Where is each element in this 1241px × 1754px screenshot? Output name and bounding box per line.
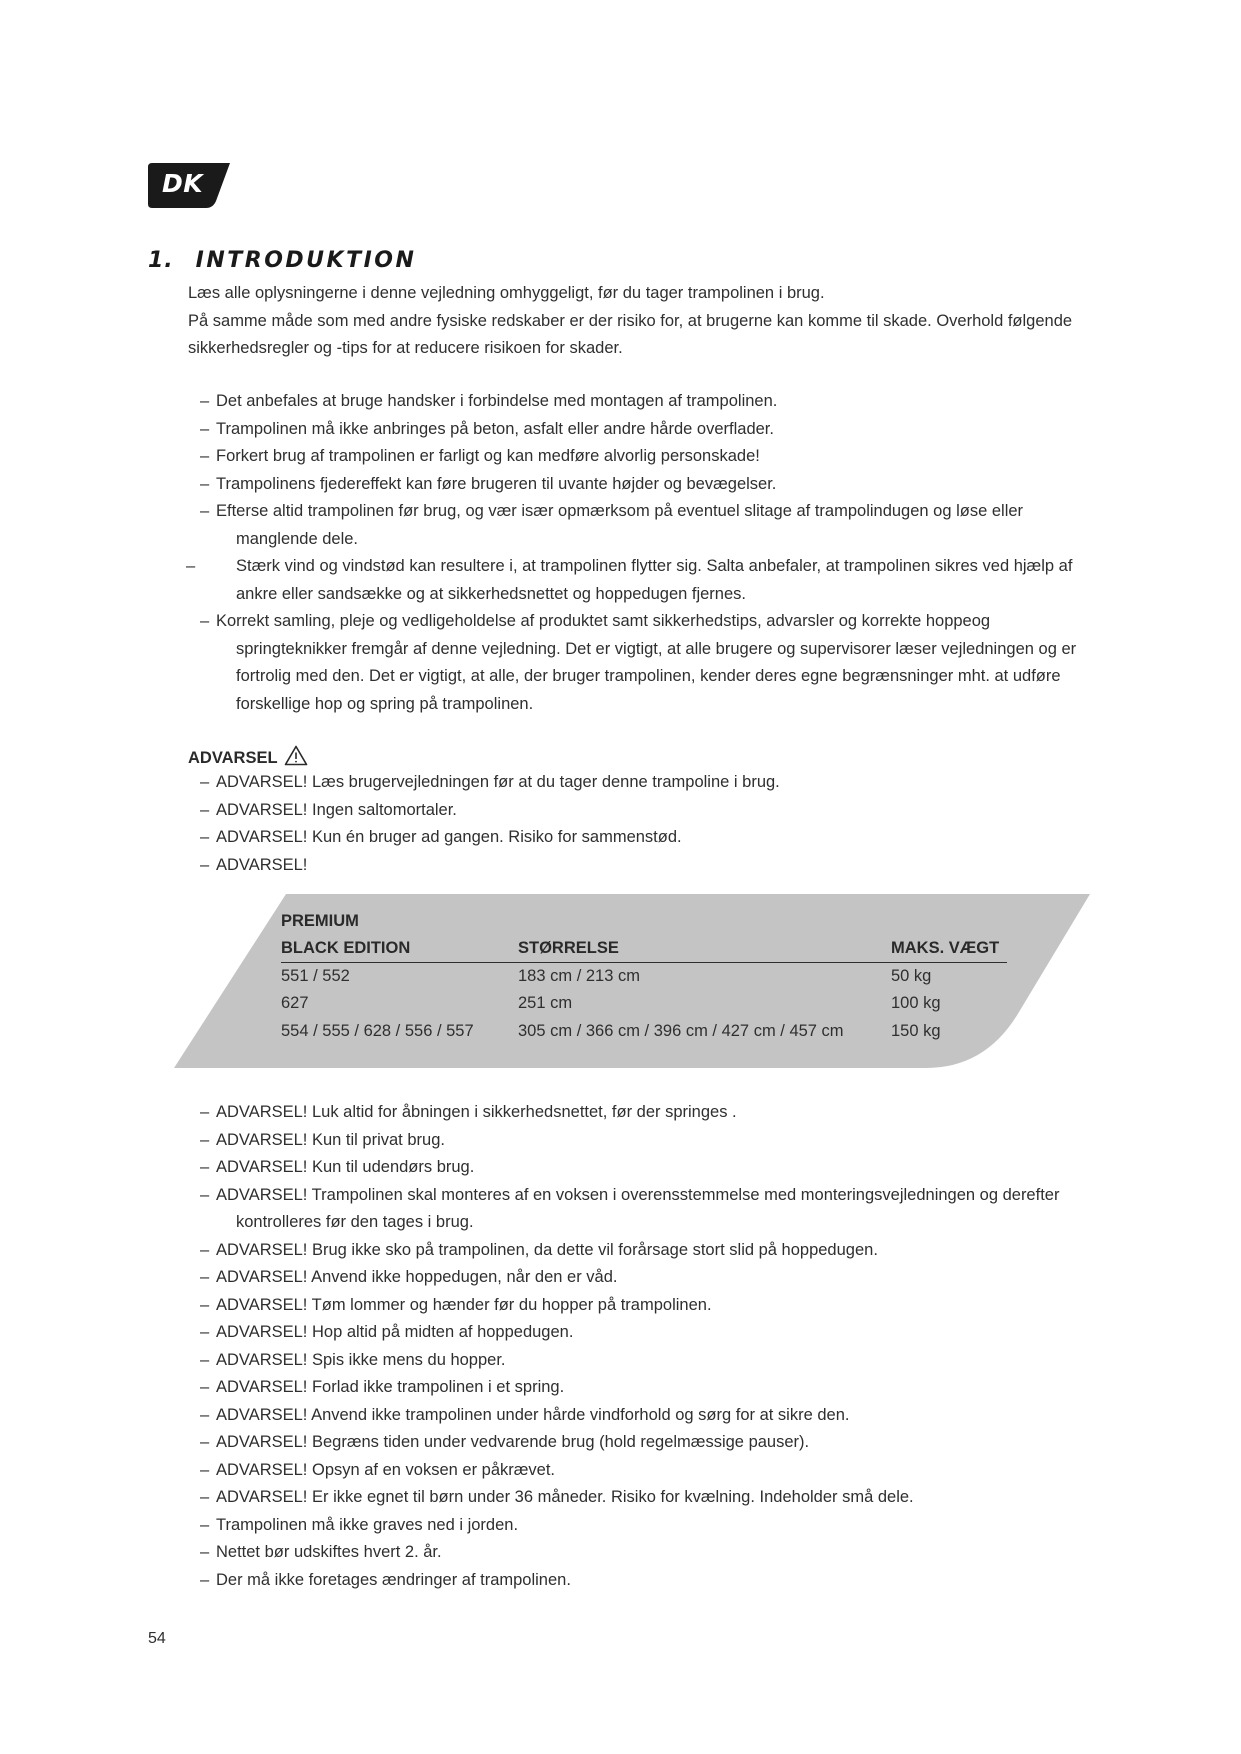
warning-heading: [188, 745, 308, 768]
table-cell-model: 554 / 555 / 628 / 556 / 557: [281, 1022, 474, 1040]
list-item: [200, 1429, 1059, 1457]
size-header: STØRRELSE: [518, 939, 619, 957]
list-item: [200, 1237, 1059, 1265]
list-item-text: kontrolleres før den tages i brug.: [236, 1213, 474, 1231]
list-item: [200, 824, 780, 852]
list-item-text: springteknikker fremgår af denne vejledning. Det er vigtigt, at alle brugere og supervisorer læser vejledningen og er: [236, 639, 1077, 658]
list-dash: –: [200, 1543, 210, 1561]
list-dash: –: [200, 447, 210, 465]
intro-line: sikkerhedsregler og -tips for at reducere risikoen for skader.: [188, 339, 623, 357]
list-item-text: fortrolig med den. Det er vigtigt, at alle, der bruger trampolinen, kender deres egne begrænsninger mht. at udføre: [236, 667, 1061, 685]
list-item: [200, 1182, 1059, 1237]
list-item-text: ADVARSEL! Spis ikke mens du hopper.: [216, 1350, 506, 1369]
list-item: [200, 498, 1076, 553]
language-badge: [148, 163, 230, 208]
list-item: [200, 1402, 1059, 1430]
list-item: [200, 1539, 1059, 1567]
list-item-text: ADVARSEL! Er ikke egnet til børn under 36 måneder. Risiko for kvælning. Indeholder små dele.: [216, 1488, 914, 1506]
list-dash: –: [200, 800, 210, 819]
list-item-text: ADVARSEL! Kun til udendørs brug.: [216, 1158, 475, 1176]
list-item-text: manglende dele.: [236, 529, 359, 548]
list-dash: –: [200, 773, 210, 791]
model-header-premium: PREMIUM: [281, 912, 359, 930]
list-dash: –: [200, 1488, 210, 1506]
list-dash: –: [200, 392, 210, 410]
list-item-text: ADVARSEL! Kun én bruger ad gangen. Risiko for sammenstød.: [216, 828, 682, 846]
list-item: [200, 1484, 1059, 1512]
list-item-text: Trampolinen må ikke graves ned i jorden.: [216, 1515, 519, 1534]
list-dash: –: [200, 855, 210, 874]
list-item-text: ADVARSEL! Ingen saltomortaler.: [216, 800, 457, 819]
list-item-text: ADVARSEL! Begræns tiden under vedvarende brug (hold regelmæssige pauser).: [216, 1433, 810, 1451]
list-dash: –: [200, 1268, 210, 1286]
table-cell-size: 183 cm / 213 cm: [518, 967, 640, 985]
list-dash: –: [200, 1460, 210, 1479]
table-cell-model: 551 / 552: [281, 967, 350, 985]
list-item: [200, 1264, 1059, 1292]
intro-line: Læs alle oplysningerne i denne vejledning omhyggeligt, før du tager trampolinen i brug.: [188, 284, 825, 302]
section-heading: [148, 248, 416, 273]
list-item: [200, 471, 1076, 499]
list-item-text: ADVARSEL! Luk altid for åbningen i sikkerhedsnettet, før der springes .: [216, 1103, 737, 1121]
table-cell-size: 251 cm: [518, 994, 573, 1012]
list-item: [200, 797, 780, 825]
list-dash: –: [200, 1433, 210, 1451]
list-item: [200, 388, 1076, 416]
list-dash: –: [200, 1158, 210, 1176]
list-item: [200, 1319, 1059, 1347]
table-cell-weight: 50 kg: [891, 967, 932, 985]
safety-list: [186, 388, 1077, 718]
list-item-text: ADVARSEL! Hop altid på midten af hoppedugen.: [216, 1323, 574, 1341]
list-item-text: ADVARSEL! Tøm lommer og hænder før du hopper på trampolinen.: [216, 1295, 712, 1314]
list-dash: –: [200, 1378, 210, 1396]
list-item: [200, 1512, 1059, 1540]
list-item-text: Efterse altid trampolinen før brug, og vær især opmærksom på eventuel slitage af trampolindugen og løse eller: [216, 502, 1024, 520]
list-item-text: Det anbefales at bruge handsker i forbindelse med montagen af trampolinen.: [216, 392, 778, 410]
warning-triangle-icon: [284, 745, 308, 766]
list-dash: –: [200, 1570, 210, 1589]
list-dash: –: [200, 1240, 210, 1259]
page-number: 54: [148, 1630, 166, 1647]
list-dash: –: [186, 557, 196, 575]
list-item-text: ADVARSEL! Forlad ikke trampolinen i et spring.: [216, 1378, 565, 1396]
table-cell-weight: 100 kg: [891, 994, 941, 1012]
list-item: [186, 553, 1076, 608]
list-dash: –: [200, 502, 210, 520]
intro-line: På samme måde som med andre fysiske redskaber er der risiko for, at brugerne kan komme til skade. Overhold følgende: [188, 311, 1073, 330]
list-item: [200, 1457, 1059, 1485]
list-item: [200, 1154, 1059, 1182]
list-item-text: ankre eller sandsække og at sikkerhedsnettet og hoppedugen fjernes.: [236, 584, 746, 603]
list-item: [200, 1374, 1059, 1402]
list-item: [200, 1292, 1059, 1320]
list-item-text: Trampolinens fjedereffekt kan føre brugeren til uvante højder og bevægelser.: [216, 474, 777, 493]
list-item-text: ADVARSEL! Anvend ikke hoppedugen, når den er våd.: [216, 1268, 618, 1286]
list-item-text: ADVARSEL! Opsyn af en voksen er påkrævet.: [216, 1460, 556, 1479]
list-dash: –: [200, 1130, 210, 1149]
list-item-text: forskellige hop og spring på trampolinen.: [236, 694, 534, 713]
list-item-text: Trampolinen må ikke anbringes på beton, asfalt eller andre hårde overflader.: [216, 419, 774, 438]
list-item-text: Forkert brug af trampolinen er farligt og kan medføre alvorlig personskade!: [216, 447, 760, 465]
language-code: DK: [162, 169, 204, 198]
list-dash: –: [200, 474, 210, 493]
section-number: 1.: [148, 248, 174, 273]
table-cell-model: 627: [281, 994, 309, 1012]
list-dash: –: [200, 1323, 210, 1341]
list-item: [200, 1099, 1059, 1127]
table-cell-weight: 150 kg: [891, 1022, 941, 1040]
list-dash: –: [200, 1185, 210, 1204]
intro-paragraph: [188, 280, 1072, 363]
list-dash: –: [200, 612, 210, 630]
weight-header: MAKS. VÆGT: [891, 939, 1000, 957]
list-dash: –: [200, 828, 210, 846]
list-dash: –: [200, 1103, 210, 1121]
section-title: INTRODUKTION: [195, 248, 417, 273]
list-item-text: ADVARSEL! Trampolinen skal monteres af en voksen i overensstemmelse med monteringsvejledningen og derefter: [216, 1185, 1060, 1204]
list-dash: –: [200, 1405, 210, 1424]
list-item-text: Korrekt samling, pleje og vedligeholdelse af produktet samt sikkerhedstips, advarsler og korrekte hoppeog: [216, 612, 991, 630]
list-item: [200, 1347, 1059, 1375]
model-header-edition: BLACK EDITION: [281, 939, 411, 957]
list-item-text: Nettet bør udskiftes hvert 2. år.: [216, 1543, 442, 1561]
list-dash: –: [200, 1295, 210, 1314]
list-item: [200, 608, 1076, 718]
table-cell-size: 305 cm / 366 cm / 396 cm / 427 cm / 457 cm: [518, 1022, 844, 1040]
warning-list-top: [200, 769, 780, 879]
list-item: [200, 443, 1076, 471]
list-dash: –: [200, 1350, 210, 1369]
list-item: [200, 769, 780, 797]
list-item: [200, 852, 780, 880]
list-item-text: ADVARSEL! Læs brugervejledningen før at du tager denne trampoline i brug.: [216, 773, 780, 791]
list-item: [200, 1127, 1059, 1155]
list-dash: –: [200, 1515, 210, 1534]
list-item-text: Stærk vind og vindstød kan resultere i, at trampolinen flytter sig. Salta anbefaler, at trampolinen sikres ved hjælp af: [236, 557, 1073, 575]
warning-list-bottom: [200, 1099, 1059, 1594]
list-item-text: ADVARSEL!: [216, 855, 308, 874]
list-dash: –: [200, 419, 210, 438]
list-item: [200, 416, 1076, 444]
list-item-text: ADVARSEL! Anvend ikke trampolinen under hårde vindforhold og sørg for at sikre den.: [216, 1405, 850, 1424]
warning-title: ADVARSEL: [188, 749, 278, 767]
list-item-text: ADVARSEL! Kun til privat brug.: [216, 1130, 445, 1149]
list-item-text: Der må ikke foretages ændringer af trampolinen.: [216, 1570, 571, 1589]
list-item: [200, 1567, 1059, 1595]
list-item-text: ADVARSEL! Brug ikke sko på trampolinen, da dette vil forårsage stort slid på hoppedugen.: [216, 1240, 878, 1259]
